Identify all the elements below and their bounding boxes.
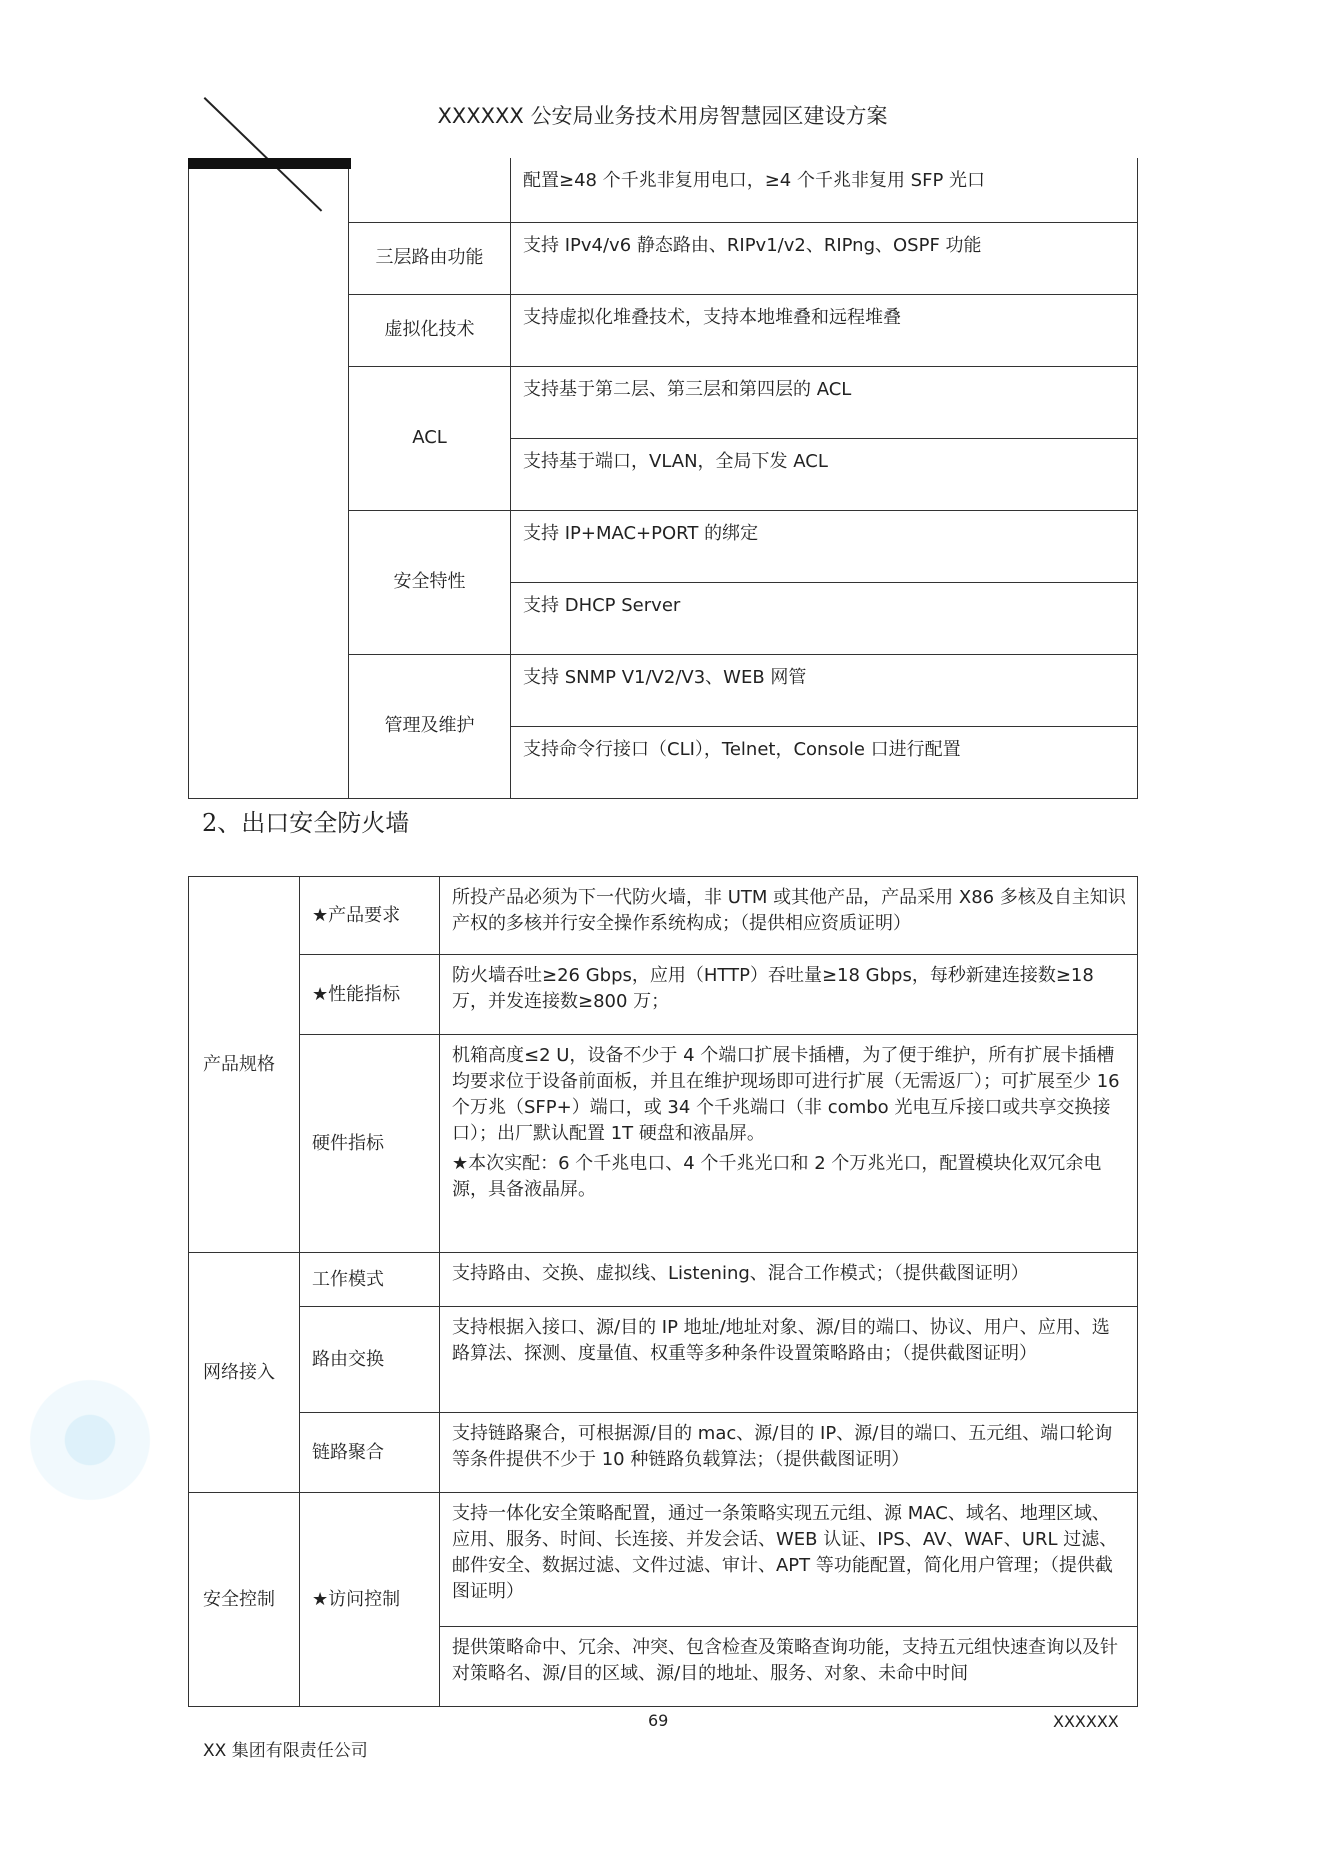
table2-row-label: 硬件指标 — [300, 1035, 440, 1253]
table1-row-desc: 支持命令行接口（CLI），Telnet，Console 口进行配置 — [511, 726, 1138, 798]
table2-row-desc — [440, 1035, 1138, 1253]
table1-row-desc: 支持基于端口，VLAN，全局下发 ACL — [511, 438, 1138, 510]
table2-row-label: ★访问控制 — [300, 1493, 440, 1707]
table1-row-desc: 支持 IP+MAC+PORT 的绑定 — [511, 510, 1138, 582]
black-bar-mark — [188, 158, 351, 169]
table2-row-desc: 支持链路聚合，可根据源/目的 mac、源/目的 IP、源/目的端口、五元组、端口轮询等条件提供不少于 10 种链路负载算法；（提供截图证明） — [440, 1413, 1138, 1493]
hardware-actual-config-text: ★本次实配：6 个千兆电口、4 个千兆光口和 2 个万兆光口，配置模块化双冗余电源，具备液晶屏。 — [452, 1153, 1102, 1200]
table1-row-label — [349, 158, 511, 222]
section-heading: 2、出口安全防火墙 — [202, 809, 410, 837]
table1-row-label: 管理及维护 — [349, 654, 511, 798]
table1-row-desc: 支持 SNMP V1/V2/V3、WEB 网管 — [511, 654, 1138, 726]
table2-row-desc: 支持根据入接口、源/目的 IP 地址/地址对象、源/目的端口、协议、用户、应用、选路算法、探测、度量值、权重等多种条件设置策略路由；（提供截图证明） — [440, 1307, 1138, 1413]
table1-row-desc: 配置≥48 个千兆非复用电口，≥4 个千兆非复用 SFP 光口 — [511, 158, 1138, 222]
table2-row-desc: 支持一体化安全策略配置，通过一条策略实现五元组、源 MAC、域名、地理区域、应用、服务、时间、长连接、并发会话、WEB 认证、IPS、AV、WAF、URL 过滤、邮件安全、数据过滤、文件过滤、审计、APT 等功能配置，简化用户管理；（提供截图证明） — [440, 1493, 1138, 1627]
table2-row-label: 链路聚合 — [300, 1413, 440, 1493]
hardware-spec-text: 机箱高度≤2 U，设备不少于 4 个端口扩展卡插槽，为了便于维护，所有扩展卡插槽均要求位于设备前面板，并且在维护现场即可进行扩展（无需返厂）；可扩展至少 16 个万兆（SFP+）端口，或 34 个千兆端口（非 combo 光电互斥接口或共享交换接口）；出厂默认配置 1T 硬盘和液晶屏。 — [452, 1045, 1120, 1144]
table1-row-label: 安全特性 — [349, 510, 511, 654]
footer-page-number: 69 — [648, 1711, 669, 1730]
table1-row-label: 三层路由功能 — [349, 222, 511, 294]
table2-row-label: ★性能指标 — [300, 955, 440, 1035]
table1-row-label: ACL — [349, 366, 511, 510]
switch-spec-table — [188, 158, 1138, 799]
page-header-title: XXXXXX 公安局业务技术用房智慧园区建设方案 — [437, 104, 888, 128]
table2-row-desc: 防火墙吞吐≥26 Gbps，应用（HTTP）吞吐量≥18 Gbps，每秒新建连接数≥18 万，并发连接数≥800 万； — [440, 955, 1138, 1035]
firewall-spec-table — [188, 876, 1138, 1707]
table2-category-cell: 安全控制 — [189, 1493, 300, 1707]
table1-row-desc: 支持基于第二层、第三层和第四层的 ACL — [511, 366, 1138, 438]
watermark-flower-icon — [20, 1370, 160, 1510]
footer-company: XX 集团有限责任公司 — [203, 1741, 368, 1761]
table2-row-desc: 提供策略命中、冗余、冲突、包含检查及策略查询功能，支持五元组快速查询以及针对策略名、源/目的区域、源/目的地址、服务、对象、未命中时间 — [440, 1627, 1138, 1707]
table2-category-cell: 产品规格 — [189, 877, 300, 1253]
table2-row-label: ★产品要求 — [300, 877, 440, 955]
table2-category-cell: 网络接入 — [189, 1253, 300, 1493]
footer-code: XXXXXX — [1053, 1712, 1119, 1731]
table1-category-cell — [189, 158, 349, 798]
table2-row-label: 工作模式 — [300, 1253, 440, 1307]
table2-row-label: 路由交换 — [300, 1307, 440, 1413]
table1-row-label: 虚拟化技术 — [349, 294, 511, 366]
table2-row-desc: 所投产品必须为下一代防火墙，非 UTM 或其他产品，产品采用 X86 多核及自主知识产权的多核并行安全操作系统构成；（提供相应资质证明） — [440, 877, 1138, 955]
table1-row-desc: 支持 DHCP Server — [511, 582, 1138, 654]
table2-row-desc: 支持路由、交换、虚拟线、Listening、混合工作模式；（提供截图证明） — [440, 1253, 1138, 1307]
table1-row-desc: 支持 IPv4/v6 静态路由、RIPv1/v2、RIPng、OSPF 功能 — [511, 222, 1138, 294]
table1-row-desc: 支持虚拟化堆叠技术，支持本地堆叠和远程堆叠 — [511, 294, 1138, 366]
